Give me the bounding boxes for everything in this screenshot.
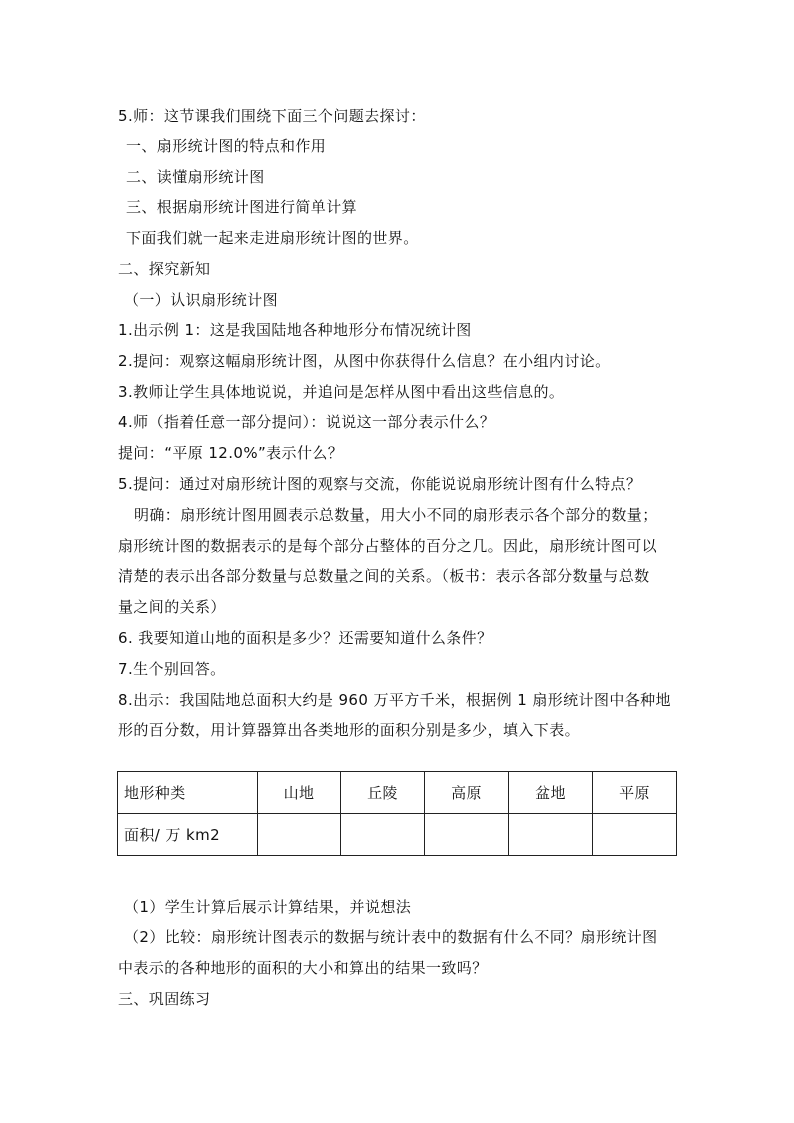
text-line: 7.生个别回答。 [118, 660, 226, 678]
text-line: 一、扇形统计图的特点和作用 [126, 137, 327, 155]
table-cell [509, 814, 593, 856]
table-cell [593, 814, 677, 856]
table-cell: 山地 [258, 772, 341, 814]
text-line: （2）比较：扇形统计图表示的数据与统计表中的数据有什么不同？扇形统计图 [124, 928, 658, 946]
table-cell: 地形种类 [118, 772, 258, 814]
section-heading: 三、巩固练习 [118, 990, 211, 1008]
text-line: 三、根据扇形统计图进行简单计算 [126, 198, 358, 216]
text-line: 5.提问：通过对扇形统计图的观察与交流，你能说说扇形统计图有什么特点？ [118, 475, 642, 493]
text-line: 中表示的各种地形的面积的大小和算出的结果一致吗？ [118, 959, 488, 977]
table-cell [258, 814, 341, 856]
table-cell: 丘陵 [341, 772, 425, 814]
text-line: 提问：“平原 12.0%”表示什么？ [118, 444, 344, 462]
text-line: 4.师（指着任意一部分提问）：说说这一部分表示什么？ [118, 413, 496, 431]
section-heading: 二、探究新知 [118, 260, 211, 278]
table-cell: 面积/ 万 km2 [118, 814, 258, 856]
table-header-row [118, 772, 677, 814]
text-line: 1.出示例 1：这是我国陆地各种地形分布情况统计图 [118, 321, 472, 339]
text-line: 形的百分数，用计算器算出各类地形的面积分别是多少，填入下表。 [118, 721, 581, 739]
text-line: 扇形统计图的数据表示的是每个部分占整体的百分之几。因此，扇形统计图可以 [118, 537, 658, 555]
text-line: 2.提问：观察这幅扇形统计图，从图中你获得什么信息？在小组内讨论。 [118, 352, 611, 370]
text-line: 3.教师让学生具体地说说，并追问是怎样从图中看出这些信息的。 [118, 383, 565, 401]
text-line: 下面我们就一起来走进扇形统计图的世界。 [126, 229, 419, 247]
table-cell [341, 814, 425, 856]
terrain-area-table [117, 771, 677, 856]
table-cell: 高原 [425, 772, 509, 814]
text-line: 量之间的关系） [118, 598, 226, 616]
table-row [118, 814, 677, 856]
text-line: （1）学生计算后展示计算结果，并说想法 [124, 898, 412, 916]
text-line: 二、读懂扇形统计图 [126, 168, 265, 186]
table-cell [425, 814, 509, 856]
text-line: 5.师：这节课我们围绕下面三个问题去探讨： [118, 107, 426, 125]
table-cell: 盆地 [509, 772, 593, 814]
text-line: 清楚的表示出各部分数量与总数量之间的关系。（板书：表示各部分数量与总数 [118, 567, 650, 585]
text-line: 8.出示：我国陆地总面积大约是 960 万平方千米，根据例 1 扇形统计图中各种地 [118, 691, 671, 709]
subsection-heading: （一）认识扇形统计图 [124, 291, 279, 309]
text-line: 6. 我要知道山地的面积是多少？还需要知道什么条件？ [118, 629, 493, 647]
table-cell: 平原 [593, 772, 677, 814]
text-line: 明确：扇形统计图用圆表示总数量，用大小不同的扇形表示各个部分的数量； [134, 506, 658, 524]
